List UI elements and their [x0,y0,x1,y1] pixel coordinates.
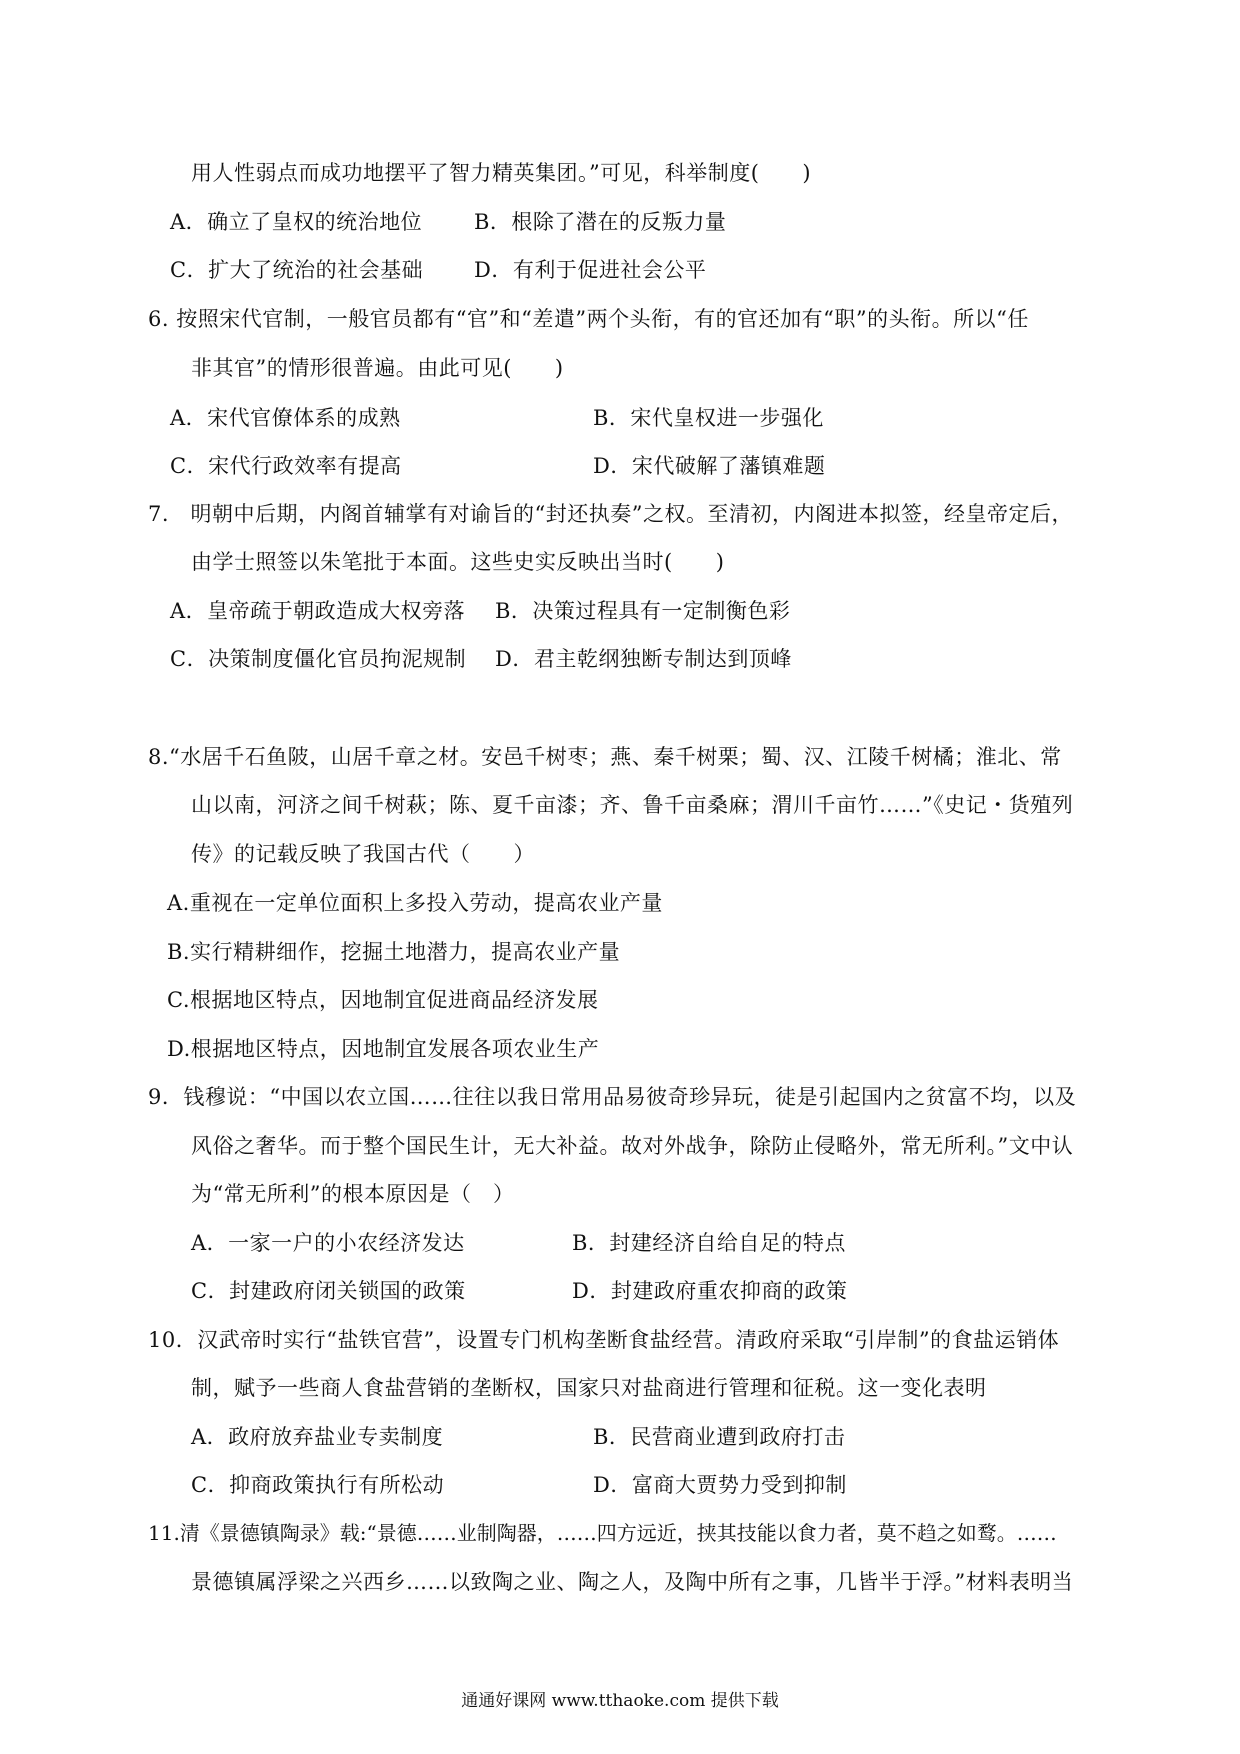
question-8-line-1: 8.“水居千石鱼陂，山居千章之材。安邑千树枣；燕、秦千树栗；蜀、汉、江陵千树橘；淮北、常 [148,745,1062,769]
q7-option-a: A．皇帝疏于朝政造成大权旁落 [170,599,466,623]
question-7-line-2: 由学士照签以朱笔批于本面。这些史实反映出当时( ) [191,550,725,574]
q8-option-c: C.根据地区特点，因地制宜促进商品经济发展 [167,988,599,1012]
q9-option-c: C．封建政府闭关锁国的政策 [191,1279,466,1303]
q8-option-d: D.根据地区特点，因地制宜发展各项农业生产 [167,1037,600,1061]
q5-option-c: C．扩大了统治的社会基础 [170,258,424,282]
q5-option-d: D．有利于促进社会公平 [474,258,707,282]
question-7-line-1: 7. 明朝中后期，内阁首辅掌有对谕旨的“封还执奏”之权。至清初，内阁进本拟签，经皇帝定后， [148,502,1074,526]
question-9-line-1: 9．钱穆说：“中国以农立国……往往以我日常用品易彼奇珍异玩，徒是引起国内之贫富不均，以及 [148,1085,1077,1109]
q6-option-a: A．宋代官僚体系的成熟 [170,406,401,430]
question-10-line-1: 10．汉武帝时实行“盐铁官营”，设置专门机构垄断食盐经营。清政府采取“引岸制”的食盐运销体 [148,1328,1060,1352]
question-8-line-2: 山以南，河济之间千树萩；陈、夏千亩漆；齐、鲁千亩桑麻；渭川千亩竹……”《史记・货殖列 [191,793,1074,817]
question-5-continuation: 用人性弱点而成功地摆平了智力精英集团。”可见，科举制度( ) [191,161,812,185]
q10-option-c: C．抑商政策执行有所松动 [191,1473,445,1497]
q6-option-d: D．宋代破解了藩镇难题 [593,454,826,478]
q9-option-b: B．封建经济自给自足的特点 [572,1231,846,1255]
page-footer: 通通好课网 www.tthaoke.com 提供下载 [461,1691,779,1711]
question-6-line-1: 6. 按照宋代官制，一般官员都有“官”和“差遣”两个头衔，有的官还加有“职”的头衔。所以“任 [148,307,1029,331]
q10-option-a: A．政府放弃盐业专卖制度 [191,1425,444,1449]
q7-option-b: B．决策过程具有一定制衡色彩 [495,599,791,623]
q8-option-b: B.实行精耕细作，挖掘土地潜力，提高农业产量 [167,940,621,964]
question-11-line-2: 景德镇属浮梁之兴西乡……以致陶之业、陶之人，及陶中所有之事，几皆半于浮。”材料表明当 [191,1570,1074,1594]
q10-option-d: D．富商大贾势力受到抑制 [593,1473,847,1497]
question-9-line-3: 为“常无所利”的根本原因是（ ） [191,1182,515,1206]
q9-option-d: D．封建政府重农抑商的政策 [572,1279,848,1303]
question-10-line-2: 制，赋予一些商人食盐营销的垄断权，国家只对盐商进行管理和征税。这一变化表明 [191,1376,987,1400]
q9-option-a: A．一家一户的小农经济发达 [191,1231,465,1255]
question-6-line-2: 非其官”的情形很普遍。由此可见( ) [191,356,564,380]
q5-option-b: B．根除了潜在的反叛力量 [474,210,727,234]
q7-option-c: C．决策制度僵化官员拘泥规制 [170,647,467,671]
q8-option-a: A.重视在一定单位面积上多投入劳动，提高农业产量 [167,891,663,915]
question-11-line-1: 11.清《景德镇陶录》载:“景德……业制陶器，……四方远近，挟其技能以食力者，莫不趋之如鹜。…… [148,1521,1057,1545]
q6-option-b: B．宋代皇权进一步强化 [593,406,824,430]
q5-option-a: A．确立了皇权的统治地位 [170,210,423,234]
q6-option-c: C．宋代行政效率有提高 [170,454,402,478]
question-9-line-2: 风俗之奢华。而于整个国民生计，无大补益。故对外战争，除防止侵略外，常无所利。”文中认 [191,1134,1074,1158]
q7-option-d: D．君主乾纲独断专制达到顶峰 [495,647,792,671]
q10-option-b: B．民营商业遭到政府打击 [593,1425,846,1449]
question-8-line-3: 传》的记载反映了我国古代（ ） [191,842,535,866]
